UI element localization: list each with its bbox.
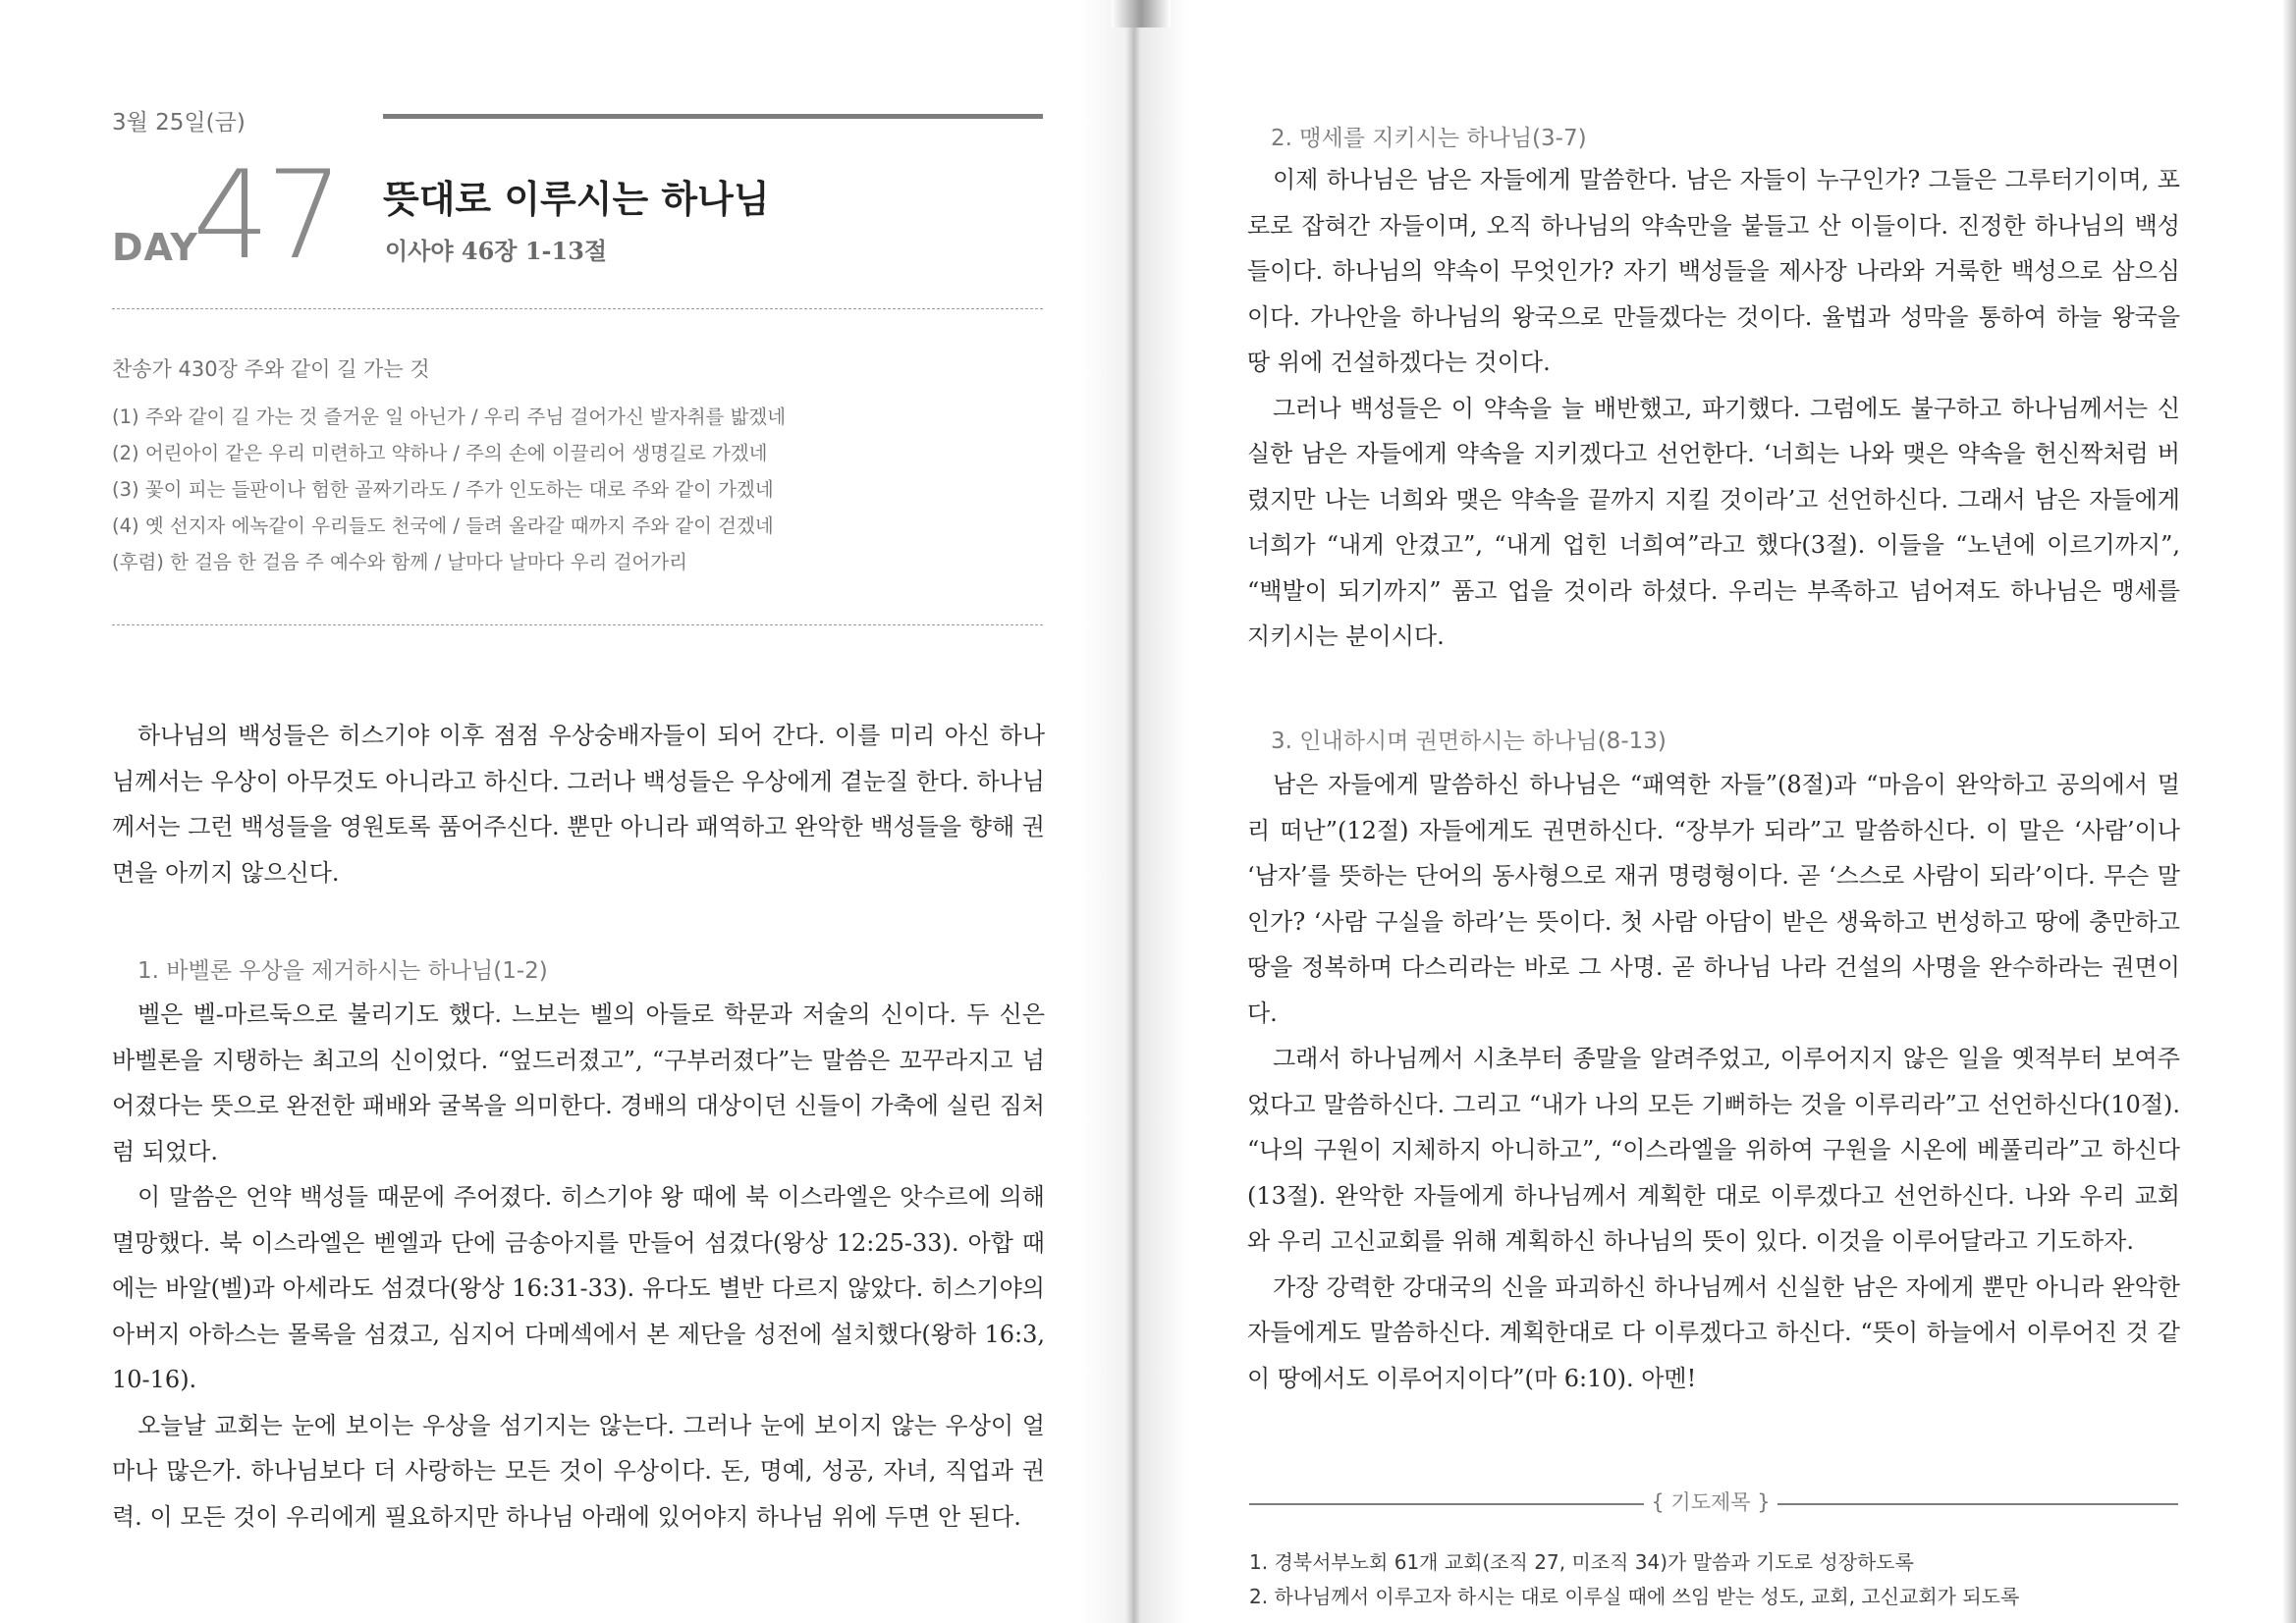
- header-divider: [112, 308, 1043, 309]
- right-page: [1149, 0, 2296, 1623]
- paragraph: 벨은 벨-마르둑으로 불리기도 했다. 느보는 벨의 아들로 학문과 저술의 신이다. 두 신은 바벨론을 지탱하는 최고의 신이었다. “엎드러졌고”, “구부러졌다”는 말씀은 꼬꾸라지고 넘어졌다는 뜻으로 완전한 패배와 굴복을 의미한다. 경배의 대상이던 신들이 가축에 실린 짐처럼 되었다.: [112, 1001, 1045, 1165]
- paragraph: 그래서 하나님께서 시초부터 종말을 알려주었고, 이루어지지 않은 일을 옛적부터 보여주었다고 말씀하신다. 그리고 “내가 나의 모든 기뻐하는 것을 이루리라”고 선언하신다(10절). “나의 구원이 지체하지 아니하고”, “이스라엘을 위하여 구원을 시온에 베풀리라”고 하신다(13절). 완악한 자들에게 하나님께서 계획한 대로 이루겠다고 선언하신다. 나와 우리 교회와 우리 고신교회를 위해 계획하신 하나님의 뜻이 있다. 이것을 이루어달라고 기도하자.: [1247, 1045, 2180, 1255]
- paragraph: 이 말씀은 언약 백성들 때문에 주어졌다. 히스기야 왕 때에 북 이스라엘은 앗수르에 의해 멸망했다. 북 이스라엘은 벧엘과 단에 금송아지를 만들어 섬겼다(왕상 12:25-33). 아합 때에는 바알(벨)과 아세라도 섬겼다(왕상 16:31-33). 유다도 별반 다르지 않았다. 히스기야의 아버지 아하스는 몰록을 섬겼고, 심지어 다메섹에서 본 제단을 성전에 설치했다(왕하 16:3, 10-16).: [112, 1183, 1045, 1393]
- intro-text: [112, 713, 1045, 895]
- hymn-title: 찬송가 430장 주와 같이 길 가는 것: [112, 357, 430, 381]
- prayer-item: 2. 하나님께서 이루고자 하시는 대로 이루실 때에 쓰임 받는 성도, 교회, 고신교회가 되도록: [1249, 1585, 2020, 1608]
- left-page: [0, 0, 1139, 1623]
- hymn-verse: (3) 꽃이 피는 들판이나 험한 골짜기라도 / 주가 인도하는 대로 주와 같이 가겠네: [112, 478, 774, 501]
- paragraph: 오늘날 교회는 눈에 보이는 우상을 섬기지는 않는다. 그러나 눈에 보이지 않는 우상이 얼마나 많은가. 하나님보다 더 사랑하는 모든 것이 우상이다. 돈, 명예, 성공, 자녀, 직업과 권력. 이 모든 것이 우리에게 필요하지만 하나님 아래에 있어야지 하나님 위에 두면 안 된다.: [112, 1411, 1045, 1531]
- paragraph: 그러나 백성들은 이 약속을 늘 배반했고, 파기했다. 그럼에도 불구하고 하나님께서는 신실한 남은 자들에게 약속을 지키겠다고 선언한다. ‘너희는 나와 맺은 약속을 헌신짝처럼 버렸지만 나는 너희와 맺은 약속을 끝까지 지킬 것이라’고 선언하신다. 그래서 남은 자들에게 너희가 “내게 안겼고”, “내게 업힌 너희여”라고 했다(3절). 이들을 “노년에 이르기까지”, “백발이 되기까지” 품고 업을 것이라 하셨다. 우리는 부족하고 넘어져도 하나님은 맹세를 지키시는 분이시다.: [1247, 394, 2180, 650]
- prayer-item: 1. 경북서부노회 61개 교회(조직 27, 미조직 34)가 말씀과 기도로 성장하도록: [1249, 1550, 1914, 1574]
- page-title: 뜻대로 이루시는 하나님: [383, 178, 770, 221]
- paragraph: 남은 자들에게 말씀하신 하나님은 “패역한 자들”(8절)과 “마음이 완악하고 공의에서 멀리 떠난”(12절) 자들에게도 권면하신다. “장부가 되라”고 말씀하신다. 이 말은 ‘사람’이나 ‘남자’를 뜻하는 단어의 동사형으로 재귀 명령형이다. 곧 ‘스스로 사람이 되라’이다. 무슨 말인가? ‘사람 구실을 하라’는 뜻이다. 첫 사람 아담이 받은 생육하고 번성하고 땅에 충만하고 땅을 정복하며 다스리라는 바로 그 사명. 곧 하나님 나라 건설의 사명을 완수하라는 권면이다.: [1247, 771, 2180, 1027]
- section-heading: 1. 바벨론 우상을 제거하시는 하나님(1-2): [137, 958, 548, 984]
- section-heading: 2. 맹세를 지키시는 하나님(3-7): [1271, 126, 1587, 151]
- hymn-block: [112, 353, 1045, 580]
- section-heading: 3. 인내하시며 권면하시는 하나님(8-13): [1271, 729, 1667, 754]
- hymn-refrain: (후렴) 한 걸음 한 걸음 주 예수와 함께 / 날마다 날마다 우리 걸어가리: [112, 551, 687, 573]
- devotion-date: 3월 25일(금): [112, 110, 246, 135]
- hymn-verse: (2) 어린아이 같은 우리 미련하고 약하나 / 주의 손에 이끌리어 생명길로 가겠네: [112, 442, 768, 464]
- prayer-divider-left: [1249, 1503, 1644, 1505]
- paragraph: 가장 강력한 강대국의 신을 파괴하신 하나님께서 신실한 남은 자에게 뿐만 아니라 완악한 자들에게도 말씀하신다. 계획한대로 다 이루겠다고 하신다. “뜻이 하늘에서 이루어진 것 같이 땅에서도 이루어지이다”(마 6:10). 아멘!: [1247, 1272, 2180, 1392]
- paragraph: 이제 하나님은 남은 자들에게 말씀한다. 남은 자들이 누구인가? 그들은 그루터기이며, 포로로 잡혀간 자들이며, 오직 하나님의 약속만을 붙들고 산 이들이다. 진정한 하나님의 백성들이다. 하나님의 약속이 무엇인가? 자기 백성들을 제사장 나라와 거룩한 백성으로 삼으심이다. 가나안을 하나님의 왕국으로 만들겠다는 것이다. 율법과 성막을 통하여 하늘 왕국을 땅 위에 건설하겠다는 것이다.: [1247, 166, 2180, 376]
- section3-text: [1247, 762, 2180, 1401]
- scripture-reference: 이사야 46장 1-13절: [385, 237, 608, 265]
- prayer-divider-right: [1777, 1503, 2178, 1505]
- section1-text: [112, 992, 1045, 1540]
- prayer-list: [1249, 1545, 2182, 1614]
- header-rule: [383, 114, 1043, 119]
- page-edge-shadow: [2282, 0, 2296, 1623]
- hymn-divider: [112, 624, 1043, 625]
- section2-text: [1247, 157, 2180, 660]
- intro-paragraph: 하나님의 백성들은 히스기야 이후 점점 우상숭배자들이 되어 간다. 이를 미리 아신 하나님께서는 우상이 아무것도 아니라고 하신다. 그러나 백성들은 우상에게 곁눈질 한다. 하나님께서는 그런 백성들을 영원토록 품어주신다. 뿐만 아니라 패역하고 완악한 백성들을 향해 권면을 아끼지 않으신다.: [112, 722, 1046, 887]
- hymn-verse: (1) 주와 같이 길 가는 것 즐거운 일 아닌가 / 우리 주님 걸어가신 발자취를 밟겠네: [112, 406, 787, 428]
- day-number: 47: [192, 145, 340, 287]
- hymn-verse: (4) 옛 선지자 에녹같이 우리들도 천국에 / 들려 올라갈 때까지 주와 같이 걷겠네: [112, 514, 774, 537]
- day-label: DAY: [112, 226, 198, 269]
- prayer-title: { 기도제목 }: [1651, 1490, 1771, 1514]
